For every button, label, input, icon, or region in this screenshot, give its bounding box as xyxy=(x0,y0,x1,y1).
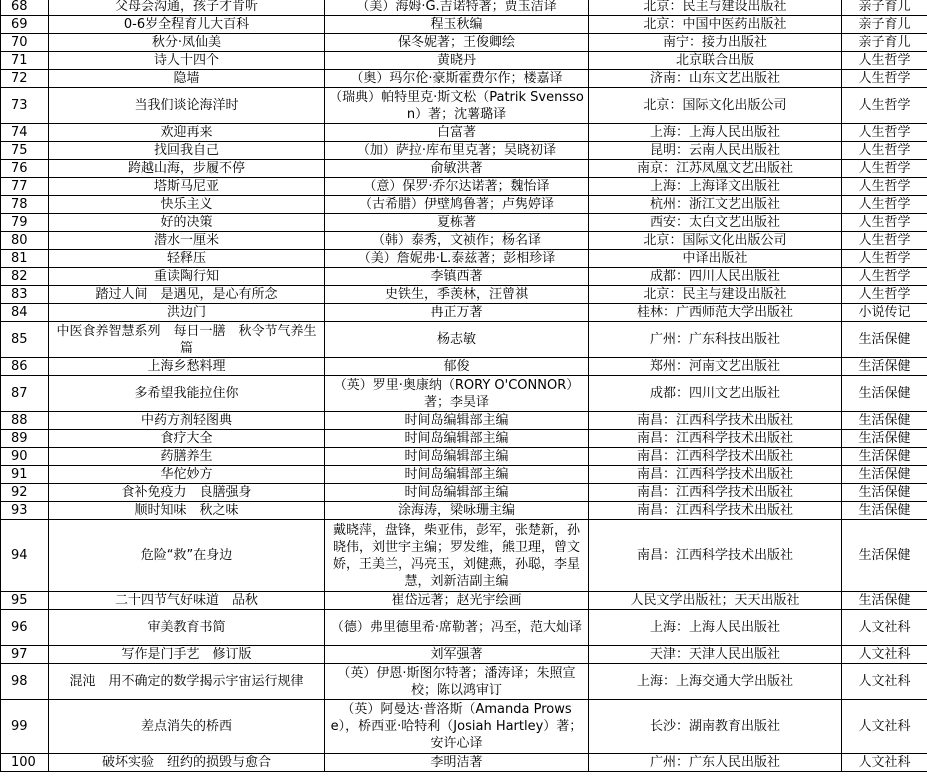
cell-author[interactable]: （奥）玛尔伦·豪斯霍费尔作；楼嘉译 xyxy=(325,70,589,88)
cell-title[interactable]: 药膳养生 xyxy=(49,448,325,466)
cell-author[interactable]: 史铁生，季羡林，汪曾祺 xyxy=(325,286,589,304)
cell-title[interactable]: 混沌 用不确定的数学揭示宇宙运行规律 xyxy=(49,664,325,700)
cell-category[interactable]: 人生哲学 xyxy=(842,70,927,88)
cell-title[interactable]: 审美教育书简 xyxy=(49,610,325,646)
cell-category[interactable]: 人生哲学 xyxy=(842,268,927,286)
cell-publisher[interactable]: 广州：广东科技出版社 xyxy=(589,322,842,358)
cell-publisher[interactable]: 南昌：江西科学技术出版社 xyxy=(589,484,842,502)
cell-publisher[interactable]: 长沙：湖南教育出版社 xyxy=(589,700,842,754)
cell-category[interactable]: 人文社科 xyxy=(842,646,927,664)
cell-title[interactable]: 找回我自己 xyxy=(49,142,325,160)
cell-index[interactable]: 95 xyxy=(1,592,49,610)
cell-category[interactable]: 亲子育儿 xyxy=(842,34,927,52)
table-row xyxy=(1,304,927,322)
cell-author[interactable]: 时间岛编辑部主编 xyxy=(325,466,589,484)
cell-publisher[interactable]: 北京：民主与建设出版社 xyxy=(589,0,842,16)
cell-author[interactable]: 李明洁著 xyxy=(325,754,589,772)
cell-publisher[interactable]: 南昌：江西科学技术出版社 xyxy=(589,502,842,520)
table-row xyxy=(1,16,927,34)
cell-category[interactable]: 生活保健 xyxy=(842,502,927,520)
cell-author[interactable]: 时间岛编辑部主编 xyxy=(325,412,589,430)
table-row xyxy=(1,520,927,592)
cell-title[interactable]: 跨越山海，步履不停 xyxy=(49,160,325,178)
cell-author[interactable]: 冉正万著 xyxy=(325,304,589,322)
cell-author[interactable]: 俞敏洪著 xyxy=(325,160,589,178)
cell-publisher[interactable]: 南昌：江西科学技术出版社 xyxy=(589,448,842,466)
table-row xyxy=(1,376,927,412)
cell-title[interactable]: 危险“救”在身边 xyxy=(49,520,325,592)
table-row xyxy=(1,286,927,304)
cell-category[interactable]: 人生哲学 xyxy=(842,196,927,214)
cell-index[interactable]: 89 xyxy=(1,430,49,448)
cell-index[interactable]: 81 xyxy=(1,250,49,268)
cell-title[interactable]: 轻释压 xyxy=(49,250,325,268)
cell-publisher[interactable]: 成都：四川文艺出版社 xyxy=(589,376,842,412)
cell-category[interactable]: 人生哲学 xyxy=(842,286,927,304)
cell-category[interactable]: 亲子育儿 xyxy=(842,0,927,16)
cell-author[interactable]: 李镇西著 xyxy=(325,268,589,286)
table-row xyxy=(1,358,927,376)
cell-category[interactable]: 生活保健 xyxy=(842,466,927,484)
cell-index[interactable]: 71 xyxy=(1,52,49,70)
cell-publisher[interactable]: 广州：广东人民出版社 xyxy=(589,754,842,772)
cell-publisher[interactable]: 上海：上海人民出版社 xyxy=(589,124,842,142)
cell-title[interactable]: 0-6岁全程育儿大百科 xyxy=(49,16,325,34)
cell-title[interactable]: 快乐主义 xyxy=(49,196,325,214)
cell-publisher[interactable]: 北京：中国中医药出版社 xyxy=(589,16,842,34)
cell-index[interactable]: 79 xyxy=(1,214,49,232)
cell-index[interactable]: 88 xyxy=(1,412,49,430)
cell-publisher[interactable]: 中译出版社 xyxy=(589,250,842,268)
cell-index[interactable]: 97 xyxy=(1,646,49,664)
cell-index[interactable]: 94 xyxy=(1,520,49,592)
table-row xyxy=(1,466,927,484)
table-row xyxy=(1,160,927,178)
cell-category[interactable]: 生活保健 xyxy=(842,412,927,430)
cell-publisher[interactable]: 北京联合出版 xyxy=(589,52,842,70)
cell-publisher[interactable]: 上海：上海人民出版社 xyxy=(589,610,842,646)
cell-index[interactable]: 86 xyxy=(1,358,49,376)
cell-publisher[interactable]: 南昌：江西科学技术出版社 xyxy=(589,412,842,430)
cell-author[interactable]: （英）罗里·奥康纳（RORY O'CONNOR）著；李昊译 xyxy=(325,376,589,412)
cell-publisher[interactable]: 上海：上海译文出版社 xyxy=(589,178,842,196)
cell-index[interactable]: 82 xyxy=(1,268,49,286)
cell-author[interactable]: （美）詹妮弗·L.泰兹著；彭相珍译 xyxy=(325,250,589,268)
cell-title[interactable]: 中药方剂轻图典 xyxy=(49,412,325,430)
cell-publisher[interactable]: 西安：太白文艺出版社 xyxy=(589,214,842,232)
cell-title[interactable]: 诗人十四个 xyxy=(49,52,325,70)
cell-title[interactable]: 父母会沟通，孩子才肯听 xyxy=(49,0,325,16)
cell-index[interactable]: 76 xyxy=(1,160,49,178)
cell-publisher[interactable]: 南宁：接力出版社 xyxy=(589,34,842,52)
table-row xyxy=(1,700,927,754)
cell-index[interactable]: 87 xyxy=(1,376,49,412)
cell-title[interactable]: 好的决策 xyxy=(49,214,325,232)
cell-title[interactable]: 二十四节气好味道 品秋 xyxy=(49,592,325,610)
cell-author[interactable]: 程玉秋编 xyxy=(325,16,589,34)
cell-title[interactable]: 洪边门 xyxy=(49,304,325,322)
cell-category[interactable]: 人文社科 xyxy=(842,664,927,700)
cell-author[interactable]: 时间岛编辑部主编 xyxy=(325,430,589,448)
table-row xyxy=(1,664,927,700)
table-row xyxy=(1,232,927,250)
table-row xyxy=(1,646,927,664)
table-row xyxy=(1,0,927,16)
cell-category[interactable]: 生活保健 xyxy=(842,520,927,592)
cell-category[interactable]: 小说传记 xyxy=(842,304,927,322)
table-row xyxy=(1,610,927,646)
table-row xyxy=(1,502,927,520)
cell-title[interactable]: 差点消失的桥西 xyxy=(49,700,325,754)
cell-index[interactable]: 91 xyxy=(1,466,49,484)
cell-author[interactable]: （意）保罗·乔尔达诺著；魏怡译 xyxy=(325,178,589,196)
cell-publisher[interactable]: 桂林：广西师范大学出版社 xyxy=(589,304,842,322)
table-row xyxy=(1,484,927,502)
cell-index[interactable]: 68 xyxy=(1,0,49,16)
cell-index[interactable]: 77 xyxy=(1,178,49,196)
table-row xyxy=(1,178,927,196)
cell-category[interactable]: 生活保健 xyxy=(842,430,927,448)
cell-category[interactable]: 生活保健 xyxy=(842,592,927,610)
table-row xyxy=(1,52,927,70)
cell-category[interactable]: 生活保健 xyxy=(842,448,927,466)
cell-index[interactable]: 73 xyxy=(1,88,49,124)
cell-author[interactable]: （英）伊恩·斯图尔特著；潘涛译；朱照宣校；陈以鸿审订 xyxy=(325,664,589,700)
cell-category[interactable]: 亲子育儿 xyxy=(842,16,927,34)
cell-title[interactable]: 当我们谈论海洋时 xyxy=(49,88,325,124)
cell-title[interactable]: 食补免疫力 良膳强身 xyxy=(49,484,325,502)
cell-index[interactable]: 74 xyxy=(1,124,49,142)
cell-category[interactable]: 生活保健 xyxy=(842,376,927,412)
cell-index[interactable]: 85 xyxy=(1,322,49,358)
cell-index[interactable]: 80 xyxy=(1,232,49,250)
cell-author[interactable]: （德）弗里德里希·席勒著；冯至，范大灿译 xyxy=(325,610,589,646)
cell-index[interactable]: 78 xyxy=(1,196,49,214)
cell-publisher[interactable]: 人民文学出版社；天天出版社 xyxy=(589,592,842,610)
cell-category[interactable]: 生活保健 xyxy=(842,358,927,376)
cell-publisher[interactable]: 北京：国际文化出版公司 xyxy=(589,232,842,250)
cell-author[interactable]: 杨志敏 xyxy=(325,322,589,358)
cell-author[interactable]: （古希腊）伊壁鸠鲁著；卢隽婷译 xyxy=(325,196,589,214)
cell-category[interactable]: 人生哲学 xyxy=(842,214,927,232)
cell-title[interactable]: 中医食养智慧系列 每日一膳 秋令节气养生篇 xyxy=(49,322,325,358)
cell-title[interactable]: 食疗大全 xyxy=(49,430,325,448)
cell-publisher[interactable]: 南昌：江西科学技术出版社 xyxy=(589,520,842,592)
table-row xyxy=(1,142,927,160)
cell-index[interactable]: 96 xyxy=(1,610,49,646)
cell-author[interactable]: （美）海姆·G.吉诺特著；贾玉洁译 xyxy=(325,0,589,16)
cell-index[interactable]: 72 xyxy=(1,70,49,88)
table-row xyxy=(1,34,927,52)
cell-category[interactable]: 人文社科 xyxy=(842,700,927,754)
cell-publisher[interactable]: 成都：四川人民出版社 xyxy=(589,268,842,286)
cell-category[interactable]: 人生哲学 xyxy=(842,250,927,268)
cell-title[interactable]: 上海乡愁料理 xyxy=(49,358,325,376)
cell-publisher[interactable]: 济南：山东文艺出版社 xyxy=(589,70,842,88)
cell-index[interactable]: 70 xyxy=(1,34,49,52)
cell-category[interactable]: 人生哲学 xyxy=(842,232,927,250)
cell-title[interactable]: 华佗妙方 xyxy=(49,466,325,484)
cell-category[interactable]: 人文社科 xyxy=(842,754,927,772)
table-row xyxy=(1,70,927,88)
cell-title[interactable]: 潜水一厘米 xyxy=(49,232,325,250)
cell-author[interactable]: （韩）泰秀，文祯作；杨名译 xyxy=(325,232,589,250)
cell-title[interactable]: 顺时知味 秋之味 xyxy=(49,502,325,520)
cell-author[interactable]: 黄晓丹 xyxy=(325,52,589,70)
cell-publisher[interactable]: 杭州：浙江文艺出版社 xyxy=(589,196,842,214)
cell-title[interactable]: 踏过人间 是遇见，是心有所念 xyxy=(49,286,325,304)
cell-title[interactable]: 隐墙 xyxy=(49,70,325,88)
cell-author[interactable]: 保冬妮著；王俊卿绘 xyxy=(325,34,589,52)
table-row xyxy=(1,592,927,610)
cell-publisher[interactable]: 南昌：江西科学技术出版社 xyxy=(589,466,842,484)
table-row xyxy=(1,412,927,430)
cell-publisher[interactable]: 北京：民主与建设出版社 xyxy=(589,286,842,304)
cell-author[interactable]: 夏栋著 xyxy=(325,214,589,232)
cell-title[interactable]: 欢迎再来 xyxy=(49,124,325,142)
cell-title[interactable]: 重读陶行知 xyxy=(49,268,325,286)
cell-title[interactable]: 多希望我能拉住你 xyxy=(49,376,325,412)
cell-publisher[interactable]: 上海：上海交通大学出版社 xyxy=(589,664,842,700)
cell-author[interactable]: 白富著 xyxy=(325,124,589,142)
cell-index[interactable]: 83 xyxy=(1,286,49,304)
cell-publisher[interactable]: 北京：国际文化出版公司 xyxy=(589,88,842,124)
cell-author[interactable]: 郁俊 xyxy=(325,358,589,376)
table-row xyxy=(1,754,927,772)
cell-category[interactable]: 人生哲学 xyxy=(842,52,927,70)
cell-index[interactable]: 90 xyxy=(1,448,49,466)
cell-publisher[interactable]: 郑州：河南文艺出版社 xyxy=(589,358,842,376)
cell-index[interactable]: 98 xyxy=(1,664,49,700)
cell-index[interactable]: 92 xyxy=(1,484,49,502)
cell-author[interactable]: 崔岱远著；赵光宇绘画 xyxy=(325,592,589,610)
cell-index[interactable]: 75 xyxy=(1,142,49,160)
cell-publisher[interactable]: 南昌：江西科学技术出版社 xyxy=(589,430,842,448)
cell-author[interactable]: （英）阿曼达·普洛斯（Amanda Prowse），桥西亚·哈特利（Josiah Hartley）著；安许心译 xyxy=(325,700,589,754)
table-row xyxy=(1,322,927,358)
cell-index[interactable]: 100 xyxy=(1,754,49,772)
table-body xyxy=(1,0,927,772)
cell-category[interactable]: 人文社科 xyxy=(842,610,927,646)
cell-author[interactable]: 涂海涛，梁咏珊主编 xyxy=(325,502,589,520)
table-row xyxy=(1,268,927,286)
cell-publisher[interactable]: 南京：江苏凤凰文艺出版社 xyxy=(589,160,842,178)
table-row xyxy=(1,250,927,268)
cell-category[interactable]: 生活保健 xyxy=(842,322,927,358)
cell-category[interactable]: 人生哲学 xyxy=(842,88,927,124)
table-row xyxy=(1,124,927,142)
cell-author[interactable]: 时间岛编辑部主编 xyxy=(325,484,589,502)
table-row xyxy=(1,214,927,232)
cell-category[interactable]: 人生哲学 xyxy=(842,142,927,160)
table-row xyxy=(1,430,927,448)
cell-author[interactable]: 戴晓萍，盘锋，柴亚伟，彭军，张楚新，孙晓伟，刘世宇主编；罗发维，熊卫理，曾文娇，王美兰，冯亮玉，刘健燕，孙聪，李星慧，刘新洁副主编 xyxy=(325,520,589,592)
cell-title[interactable]: 秋分·凤仙美 xyxy=(49,34,325,52)
cell-category[interactable]: 人生哲学 xyxy=(842,160,927,178)
cell-publisher[interactable]: 昆明：云南人民出版社 xyxy=(589,142,842,160)
cell-author[interactable]: （加）萨拉·库布里克著；吴晓初译 xyxy=(325,142,589,160)
cell-index[interactable]: 69 xyxy=(1,16,49,34)
cell-category[interactable]: 人生哲学 xyxy=(842,178,927,196)
cell-index[interactable]: 99 xyxy=(1,700,49,754)
cell-publisher[interactable]: 天津：天津人民出版社 xyxy=(589,646,842,664)
table-row xyxy=(1,88,927,124)
cell-index[interactable]: 84 xyxy=(1,304,49,322)
cell-author[interactable]: 刘军强著 xyxy=(325,646,589,664)
cell-author[interactable]: （瑞典）帕特里克·斯文松（Patrik Svensson）著；沈薯璐译 xyxy=(325,88,589,124)
table-row xyxy=(1,196,927,214)
cell-title[interactable]: 写作是门手艺 修订版 xyxy=(49,646,325,664)
cell-category[interactable]: 人生哲学 xyxy=(842,124,927,142)
table-row xyxy=(1,448,927,466)
cell-title[interactable]: 破坏实验 纽约的损毁与愈合 xyxy=(49,754,325,772)
cell-author[interactable]: 时间岛编辑部主编 xyxy=(325,448,589,466)
cell-index[interactable]: 93 xyxy=(1,502,49,520)
cell-category[interactable]: 生活保健 xyxy=(842,484,927,502)
cell-title[interactable]: 塔斯马尼亚 xyxy=(49,178,325,196)
